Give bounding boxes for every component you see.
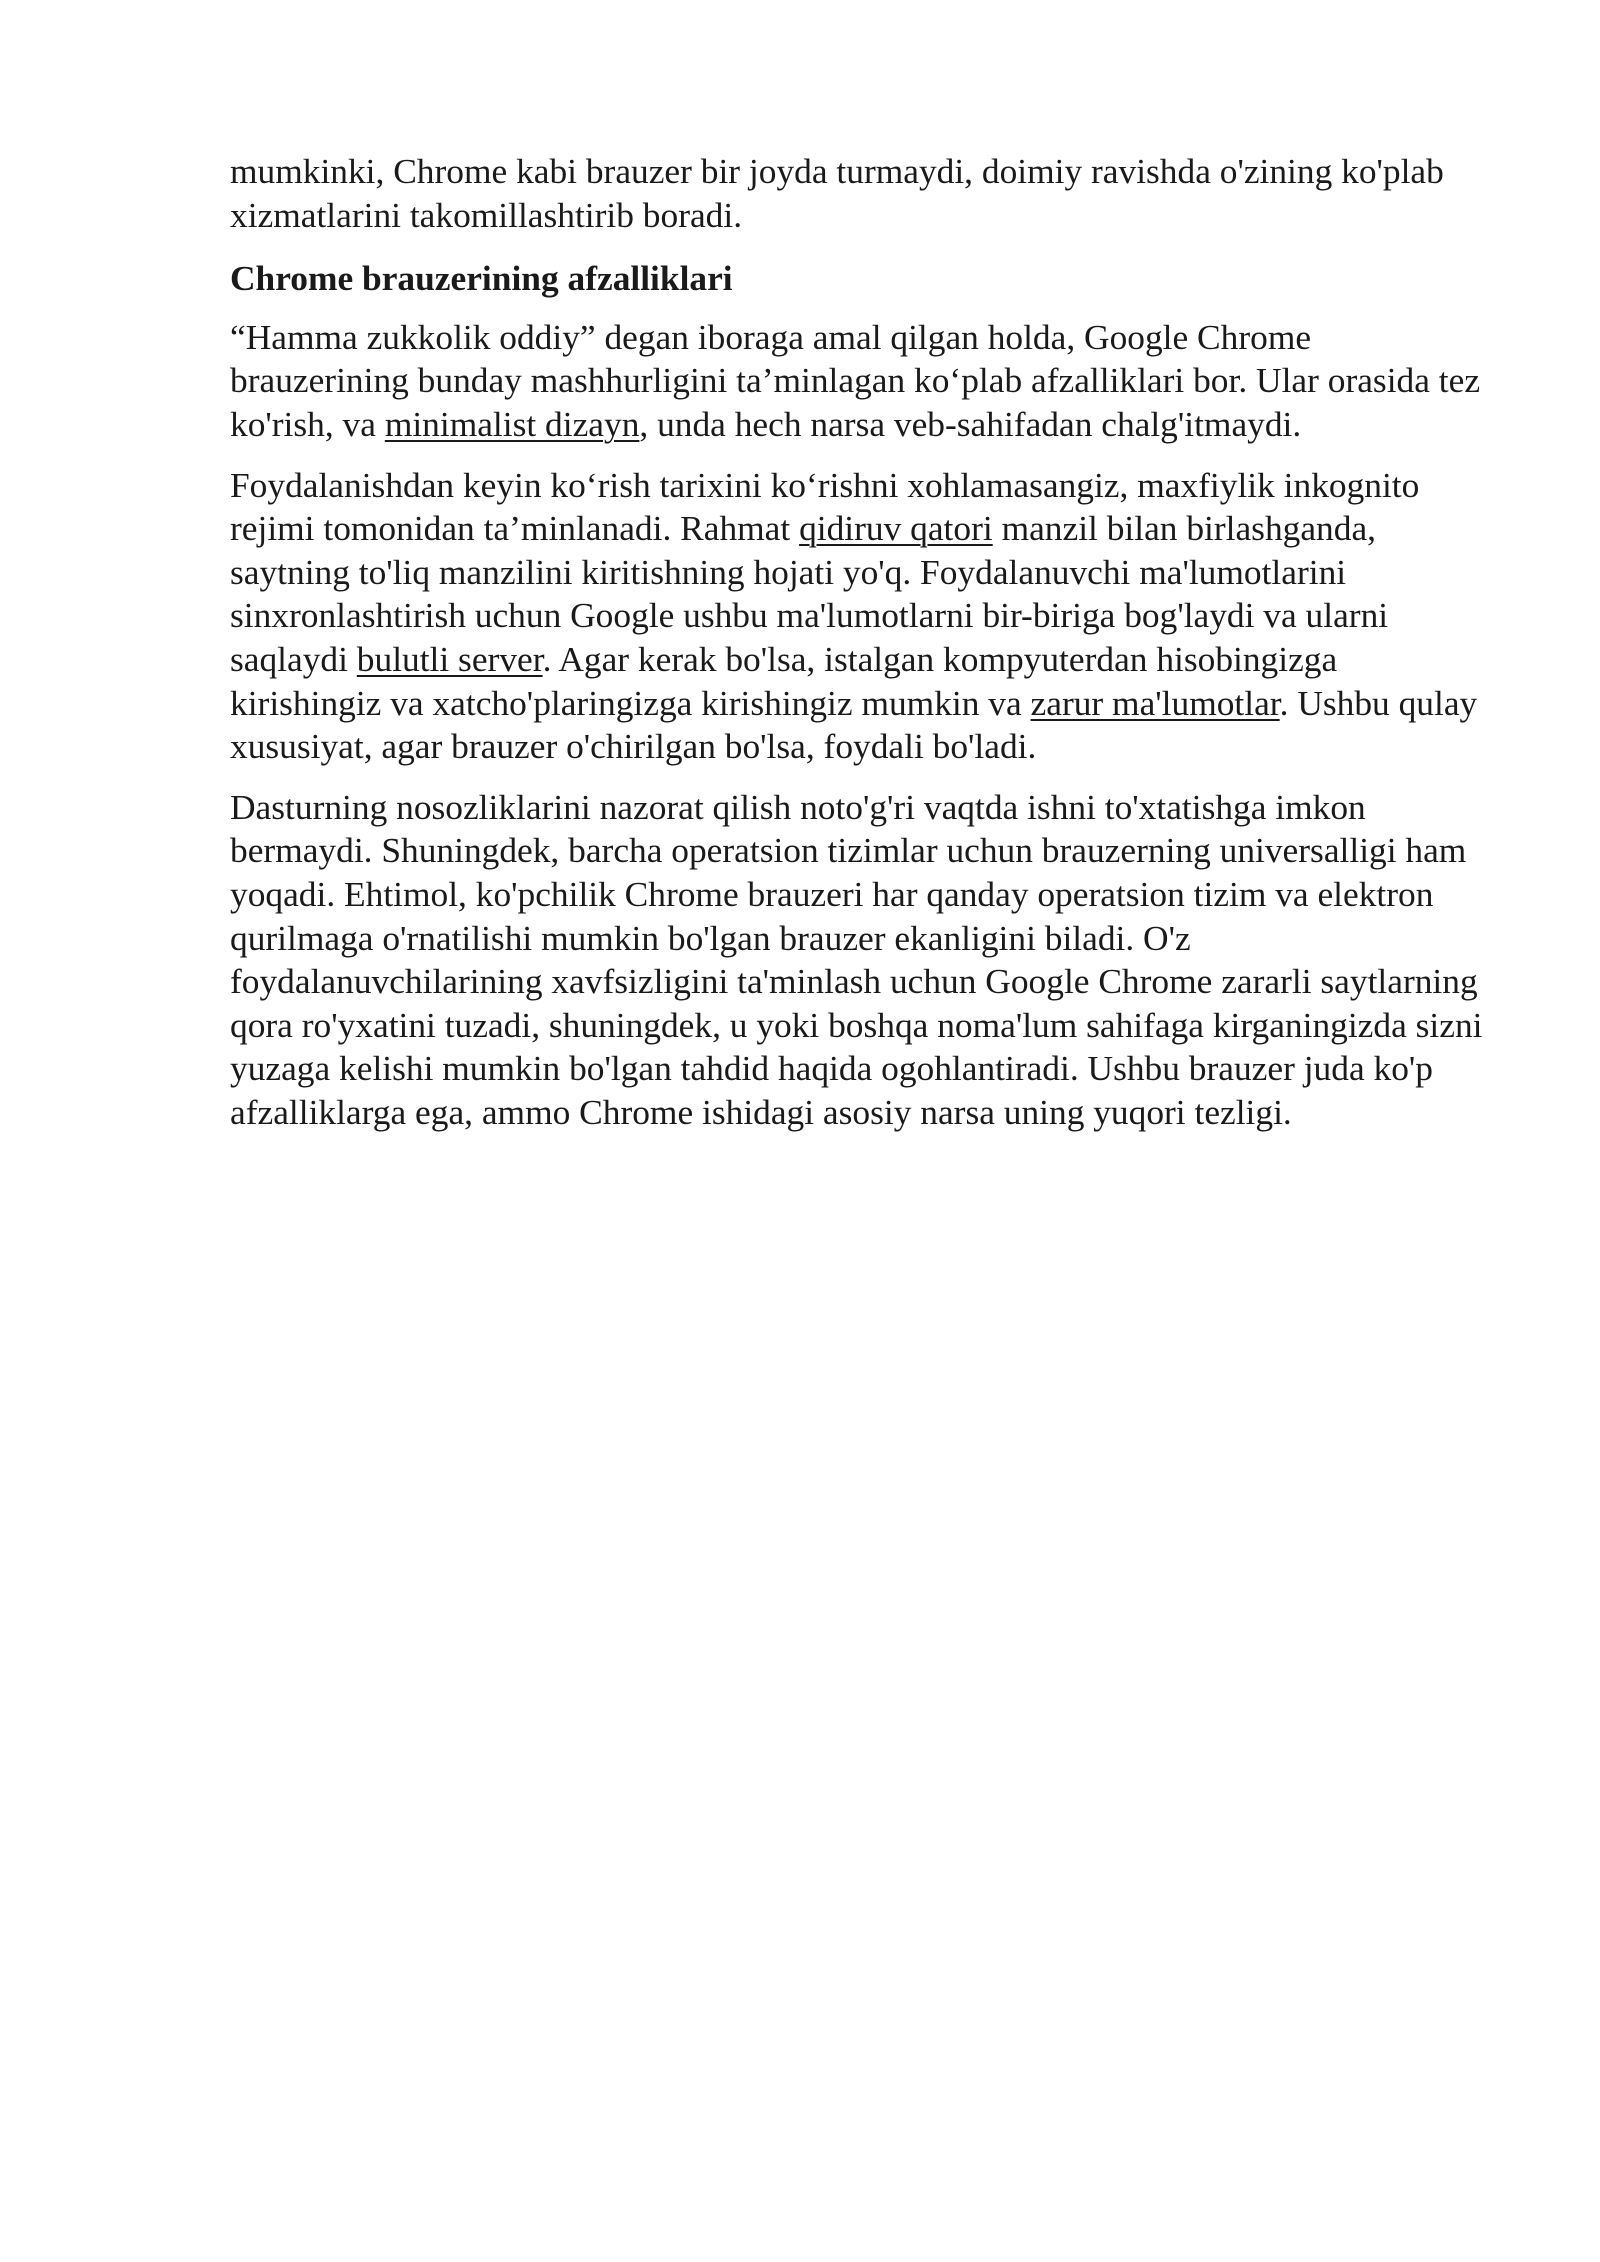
section-heading: Chrome brauzerining afzalliklari <box>230 258 733 299</box>
paragraph-advantages-intro <box>230 316 1495 447</box>
paragraph-text: “Hamma zukkolik oddiy” degan iboraga amal qilgan holda, Google Chrome brauzerining bunday mashhurligini ta’minlagan ko‘plab afzalliklari bor. Ular orasida tez ko'rish, va <box>230 316 1481 444</box>
paragraph-text: . Ushbu qulay xususiyat, agar brauzer o'chirilgan bo'lsa, foydali bo'ladi. <box>230 682 1478 767</box>
paragraph-text: manzil bilan birlashganda, saytning to'liq manzilini kiritishning hojati yo'q. Foydalanuvchi ma'lumotlarini sinxronlashtirish uchun Google ushbu ma'lumotlarni bir-biriga bog'laydi va ularni saqlaydi <box>230 508 1389 679</box>
paragraph-privacy-sync <box>230 464 1495 769</box>
paragraph-security-speed: Dasturning nosozliklarini nazorat qilish noto'g'ri vaqtda ishni to'xtatishga imkon bermaydi. Shuningdek, barcha operatsion tizimlar uchun brauzerning universalligi ham yoqadi. Ehtimol, ko'pchilik Chrome brauzeri har qanday operatsion tizim va elektron qurilmaga o'rnatilishi mumkin bo'lgan brauzer ekanligini biladi. O'z foydalanuvchilarining xavfsizligini ta'minlash uchun Google Chrome zararli saytlarning qora ro'yxatini tuzadi, shuningdek, u yoki boshqa noma'lum sahifaga kirganingizda sizni yuzaga kelishi mumkin bo'lgan tahdid haqida ogohlantiradi. Ushbu brauzer juda ko'p afzalliklarga ega, ammo Chrome ishidagi asosiy narsa uning yuqori tezligi. <box>230 786 1483 1132</box>
link-zarur-malumotlar[interactable]: zarur ma'lumotlar <box>1030 682 1280 723</box>
document-body <box>230 150 1495 1151</box>
intro-paragraph: mumkinki, Chrome kabi brauzer bir joyda turmaydi, doimiy ravishda o'zining ko'plab xizmatlarini takomillashtirib boradi. <box>230 151 1444 235</box>
link-qidiruv-qatori[interactable]: qidiruv qatori <box>799 508 993 549</box>
link-minimalist-dizayn[interactable]: minimalist dizayn <box>384 403 640 444</box>
paragraph-text: . Agar kerak bo'lsa, istalgan kompyuterdan hisobingizga kirishingiz va xatcho'plaringizga kirishingiz mumkin va <box>230 638 1338 723</box>
link-bulutli-server[interactable]: bulutli server <box>356 638 543 679</box>
paragraph-text: , unda hech narsa veb-sahifadan chalg'itmaydi. <box>639 403 1302 444</box>
paragraph-text: Foydalanishdan keyin ko‘rish tarixini ko‘rishni xohlamasangiz, maxfiylik inkognito rejimi tomonidan ta’minlanadi. Rahmat <box>230 464 1420 549</box>
